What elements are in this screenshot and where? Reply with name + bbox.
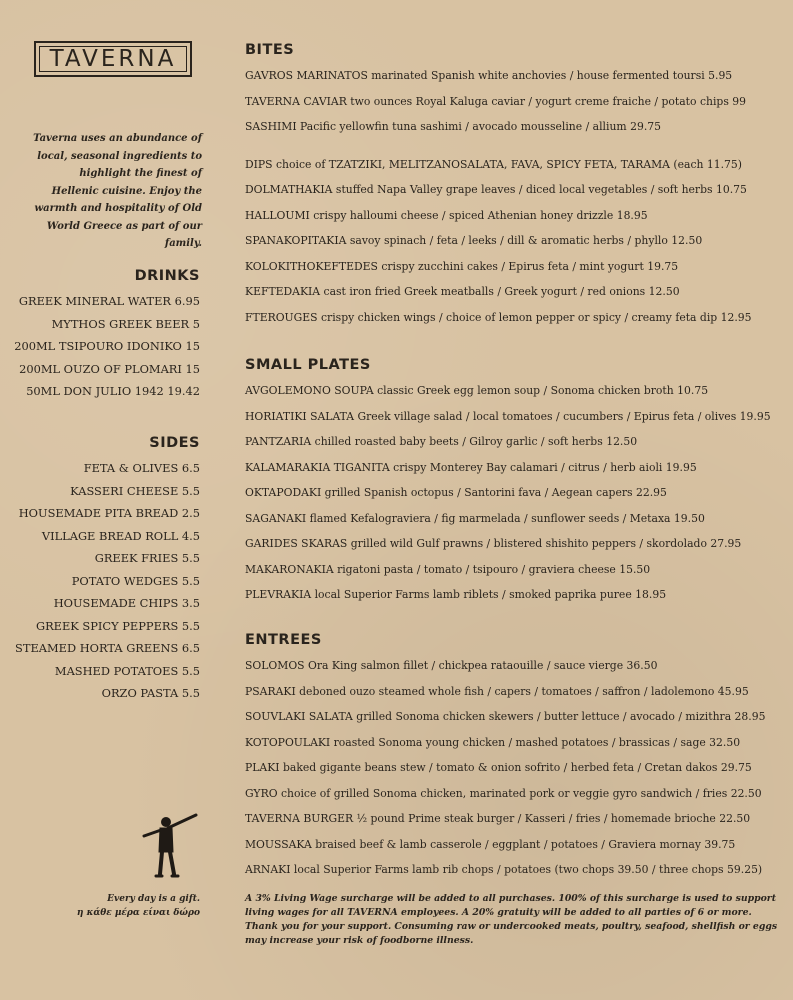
- menu-item: MOUSSAKA braised beef & lamb casserole / eggplant / potatoes / Graviera mornay 39.75: [245, 837, 736, 851]
- menu-item: PLAKI baked gigante beans stew / tomato & onion sofrito / herbed feta / Cretan dakos 29.75: [245, 761, 752, 774]
- menu-item: PLEVRAKIA local Superior Farms lamb riblets / smoked paprika puree 18.95: [245, 588, 667, 601]
- side-item: KASSERI CHEESE 5.5: [70, 483, 200, 498]
- entrees-title: ENTREES: [245, 632, 322, 648]
- drinks-title: DRINKS: [134, 268, 200, 284]
- small-plates-title: SMALL PLATES: [245, 357, 371, 373]
- drinks-section: [10, 268, 200, 403]
- menu-item: GAVROS MARINATOS marinated Spanish white anchovies / house fermented toursi 5.95: [245, 69, 733, 82]
- footer-notice: A 3% Living Wage surcharge will be added to all purchases. 100% of this surcharge is used to support living wages for all TAVERNA employees. A 20% gratuity will be added to all parties of 6 or more. Thank you for your support. Consuming raw or undercooked meats, poultry, seafood, shellfish or eggs may increase your risk of foodborne illness.: [245, 893, 778, 946]
- menu-item: TAVERNA CAVIAR two ounces Royal Kaluga caviar / yogurt creme fraiche / potato chips 99: [245, 94, 747, 108]
- menu-item: SAGANAKI flamed Kefalograviera / fig marmelada / sunflower seeds / Metaxa 19.50: [245, 511, 705, 525]
- dancer-icon: [140, 812, 202, 880]
- side-item: GREEK FRIES 5.5: [94, 551, 200, 565]
- drink-item: 200ML OUZO OF PLOMARI 15: [19, 361, 200, 376]
- menu-item: AVGOLEMONO SOUPA classic Greek egg lemon soup / Sonoma chicken broth 10.75: [245, 384, 709, 397]
- side-item: HOUSEMADE CHIPS 3.5: [53, 596, 200, 610]
- menu-item: DIPS choice of TZATZIKI, MELITZANOSALATA, FAVA, SPICY FETA, TARAMA (each 11.75): [245, 157, 742, 171]
- small-plates-list: [245, 378, 793, 608]
- menu-item: KOTOPOULAKI roasted Sonoma young chicken / mashed potatoes / brassicas / sage 32.50: [245, 735, 741, 749]
- sides-title: SIDES: [149, 435, 200, 451]
- logo-text: TAVERNA: [49, 46, 177, 72]
- drink-item: 50ML DON JULIO 1942 19.42: [26, 384, 200, 398]
- menu-item: SPANAKOPITAKIA savoy spinach / feta / leeks / dill & aromatic herbs / phyllo 12.50: [245, 234, 703, 247]
- drink-item: GREEK MINERAL WATER 6.95: [18, 294, 200, 308]
- menu-item: OKTAPODAKI grilled Spanish octopus / Santorini fava / Aegean capers 22.95: [245, 486, 667, 499]
- drink-item: MYTHOS GREEK BEER 5: [51, 316, 200, 331]
- entrees-list: [245, 653, 793, 883]
- motto-english: Every day is a gift.: [107, 894, 200, 904]
- spacer: [245, 140, 793, 152]
- menu-item: KEFTEDAKIA cast iron fried Greek meatballs / Greek yogurt / red onions 12.50: [245, 285, 680, 298]
- menu-item: MAKARONAKIA rigatoni pasta / tomato / tsipouro / graviera cheese 15.50: [245, 562, 651, 576]
- side-item: HOUSEMADE PITA BREAD 2.5: [18, 506, 200, 520]
- side-item: GREEK SPICY PEPPERS 5.5: [36, 618, 200, 633]
- side-item: VILLAGE BREAD ROLL 4.5: [41, 528, 200, 543]
- menu-item: HALLOUMI crispy halloumi cheese / spiced Athenian honey drizzle 18.95: [245, 208, 648, 222]
- menu-item: SOLOMOS Ora King salmon fillet / chickpea rataouille / sauce vierge 36.50: [245, 659, 658, 672]
- bites-list: [245, 63, 793, 330]
- menu-item: ARNAKI local Superior Farms lamb rib chops / potatoes (two chops 39.50 / three chops 59.25): [245, 863, 763, 876]
- menu-item: PANTZARIA chilled roasted baby beets / Gilroy garlic / soft herbs 12.50: [245, 435, 638, 448]
- menu-item: KOLOKITHOKEFTEDES crispy zucchini cakes / Epirus feta / mint yogurt 19.75: [245, 259, 679, 273]
- menu-item: TAVERNA BURGER ½ pound Prime steak burger / Kasseri / fries / homemade brioche 22.50: [245, 812, 751, 825]
- bites-title: BITES: [245, 42, 295, 58]
- menu-item: SOUVLAKI SALATA grilled Sonoma chicken skewers / butter lettuce / avocado / mizithra 28.95: [245, 710, 766, 723]
- side-item: MASHED POTATOES 5.5: [54, 663, 200, 678]
- taverna-logo: [34, 41, 192, 77]
- menu-item: DOLMATHAKIA stuffed Napa Valley grape leaves / diced local vegetables / soft herbs 10.75: [245, 183, 747, 196]
- side-item: STEAMED HORTA GREENS 6.5: [15, 641, 200, 655]
- side-item: FETA & OLIVES 6.5: [83, 461, 200, 475]
- motto: [40, 892, 200, 920]
- menu-item: HORIATIKI SALATA Greek village salad / local tomatoes / cucumbers / Epirus feta / olives 19.95: [245, 409, 771, 423]
- menu-item: FTEROUGES crispy chicken wings / choice of lemon pepper or spicy / creamy feta dip 12.95: [245, 310, 752, 324]
- intro-text: Taverna uses an abundance of local, seasonal ingredients to highlight the finest of Hellenic cuisine. Enjoy the warmth and hospitality of Old World Greece as part of our family.: [33, 133, 202, 249]
- side-item: ORZO PASTA 5.5: [101, 686, 200, 700]
- motto-greek: η κάθε μέρα είναι δώρο: [76, 908, 200, 918]
- menu-item: GYRO choice of grilled Sonoma chicken, marinated pork or veggie gyro sandwich / fries 22.50: [245, 786, 762, 800]
- side-item: POTATO WEDGES 5.5: [71, 573, 200, 588]
- menu-item: SASHIMI Pacific yellowfin tuna sashimi / avocado mousseline / allium 29.75: [245, 120, 661, 133]
- menu-item: GARIDES SKARAS grilled wild Gulf prawns / blistered shishito peppers / skordolado 27.95: [245, 537, 742, 550]
- drink-item: 200ML TSIPOURO IDONIKO 15: [14, 339, 200, 353]
- menu-item: PSARAKI deboned ouzo steamed whole fish / capers / tomatoes / saffron / ladolemono 45.95: [245, 684, 749, 698]
- sides-section: [10, 435, 200, 705]
- menu-item: KALAMARAKIA TIGANITA crispy Monterey Bay calamari / citrus / herb aioli 19.95: [245, 460, 697, 474]
